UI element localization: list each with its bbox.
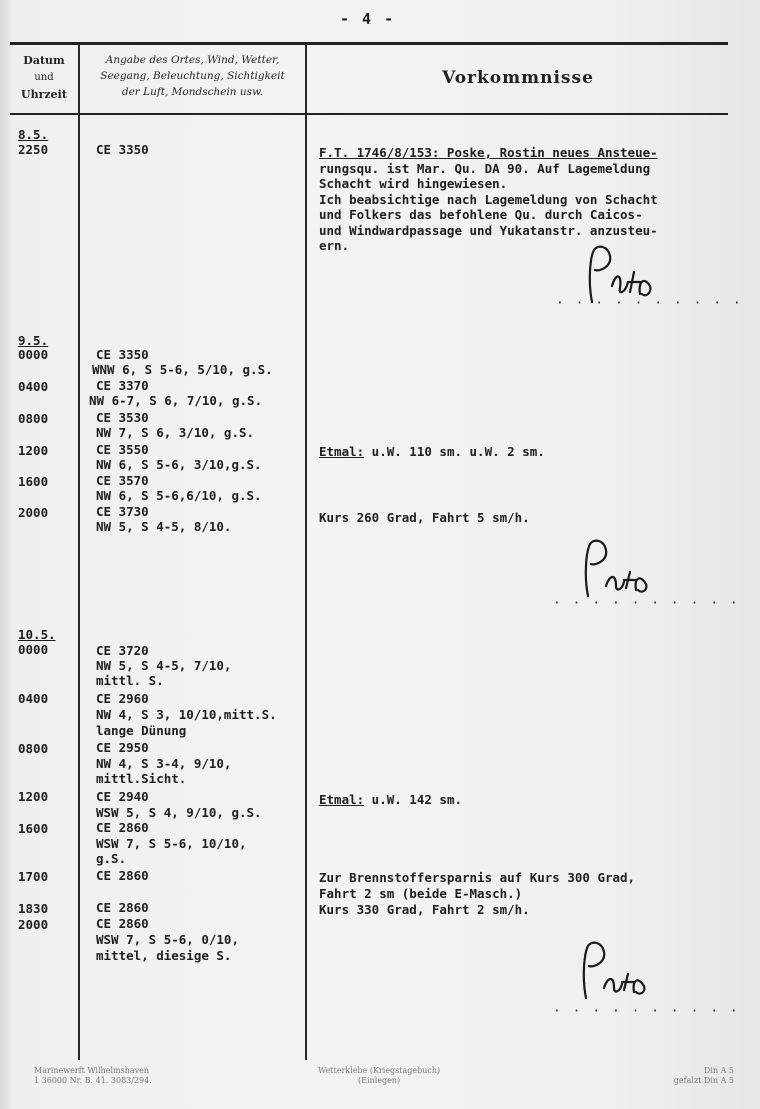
time-cell: 0800: [18, 411, 49, 426]
time-cell: 1200: [18, 789, 49, 804]
position-cell: CE 2860: [96, 868, 149, 883]
event-etmal-10-5: Etmal: u.W. 142 sm.: [319, 792, 462, 807]
time-cell: 0400: [18, 379, 49, 394]
weather-cell: WSW 7, S 5-6, 0/10,: [96, 932, 239, 947]
date-9-5: 9.5.: [18, 333, 49, 348]
signature-2: [576, 538, 656, 604]
weather-cell: NW 4, S 3, 10/10,mitt.S.: [96, 707, 277, 722]
position-cell: CE 3370: [96, 378, 149, 393]
time-cell: 1600: [18, 474, 49, 489]
date-8-5: 8.5.: [18, 127, 49, 142]
position-cell: CE 2860: [96, 916, 149, 931]
position-cell: CE 2950: [96, 740, 149, 755]
position-cell: CE 3530: [96, 410, 149, 425]
weather-cell: mittl. S.: [96, 673, 164, 688]
weather-cell: NW 6-7, S 6, 7/10, g.S.: [89, 393, 263, 408]
position-cell: CE 2940: [96, 789, 149, 804]
page-number: - 4 -: [340, 10, 396, 28]
event-course-10-5: Kurs 330 Grad, Fahrt 2 sm/h.: [319, 902, 530, 917]
time-cell: 0000: [18, 642, 49, 657]
header-location-weather: Angabe des Ortes, Wind, Wetter, Seegang, Beleuchtung, Sichtigkeit der Luft, Mondschein usw.: [100, 54, 285, 98]
weather-cell: g.S.: [96, 851, 127, 866]
time-cell: 0400: [18, 691, 49, 706]
weather-cell: NW 5, S 4-5, 7/10,: [96, 658, 232, 673]
time-cell: 1600: [18, 821, 49, 836]
footer-form-title: Wetterklebe (Kriegstagebuch) (Einlegen): [318, 1066, 441, 1085]
date-10-5: 10.5.: [18, 627, 56, 642]
position-cell: CE 3730: [96, 504, 149, 519]
header-events: Vorkommnisse: [442, 68, 594, 88]
time-cell: 0800: [18, 741, 49, 756]
weather-cell: mittl.Sicht.: [96, 771, 187, 786]
header-rule: [10, 113, 728, 115]
position-cell: CE 3550: [96, 442, 149, 457]
position-cell: CE 3570: [96, 473, 149, 488]
position-cell: CE 2860: [96, 820, 149, 835]
time-cell: 1700: [18, 869, 49, 884]
weather-cell: WSW 7, S 5-6, 10/10,: [96, 836, 247, 851]
position-cell: CE 3720: [96, 643, 149, 658]
time-cell: 1830: [18, 901, 49, 916]
event-course-9-5: Kurs 260 Grad, Fahrt 5 sm/h.: [319, 510, 530, 525]
weather-cell: NW 6, S 5-6, 3/10,g.S.: [96, 457, 262, 472]
time-cell: 2250: [18, 142, 49, 157]
weather-cell: WSW 5, S 4, 9/10, g.S.: [96, 805, 262, 820]
position-cell: CE 2960: [96, 691, 149, 706]
event-etmal-9-5: Etmal: u.W. 110 sm. u.W. 2 sm.: [319, 444, 545, 459]
signature-3: [574, 940, 654, 1006]
position-cell: CE 3350: [96, 347, 149, 362]
column-divider-1: [78, 45, 80, 1060]
position-cell: CE 2860: [96, 900, 149, 915]
event-ft-1746: F.T. 1746/8/153: Poske, Rostin neues Ansteue- rungsqu. ist Mar. Qu. DA 90. Auf Lagemeldung Schacht wird hingewiesen. Ich beabsichtige nach Lagemeldung von Schacht und Folkers das befohlene Qu. durch Caicos- und Windwardpassage und Yukatanstr. anzusteu- ern.: [319, 145, 658, 253]
weather-cell: lange Dünung: [96, 723, 187, 738]
top-rule: [10, 42, 728, 45]
column-divider-2: [305, 45, 307, 1060]
footer-printer: Marinewerft Wilhelmshaven 1 36000 Nr. B. 41. 3083/294.: [34, 1066, 152, 1085]
time-cell: 2000: [18, 917, 49, 932]
position-cell: CE 3350: [96, 142, 149, 157]
weather-cell: NW 5, S 4-5, 8/10.: [96, 519, 232, 534]
signature-line-2: · · · · · · · · · ·: [553, 596, 740, 611]
weather-cell: NW 6, S 5-6,6/10, g.S.: [96, 488, 262, 503]
time-cell: 0000: [18, 347, 49, 362]
time-cell: 1200: [18, 443, 49, 458]
signature-line-3: · · · · · · · · · ·: [553, 1004, 740, 1019]
weather-cell: NW 7, S 6, 3/10, g.S.: [96, 425, 255, 440]
event-fuel-saving: Zur Brennstoffersparnis auf Kurs 300 Grad, Fahrt 2 sm (beide E-Masch.): [319, 870, 636, 901]
weather-cell: NW 4, S 3-4, 9/10,: [96, 756, 232, 771]
signature-line-1: · · · · · · · · · ·: [556, 296, 743, 311]
footer-format: Din A 5 gefalzt Din A 5: [673, 1066, 734, 1085]
header-date-time: Datum und Uhrzeit: [21, 54, 67, 101]
time-cell: 2000: [18, 505, 49, 520]
weather-cell: WNW 6, S 5-6, 5/10, g.S.: [92, 362, 273, 377]
weather-cell: mittel, diesige S.: [96, 948, 232, 963]
